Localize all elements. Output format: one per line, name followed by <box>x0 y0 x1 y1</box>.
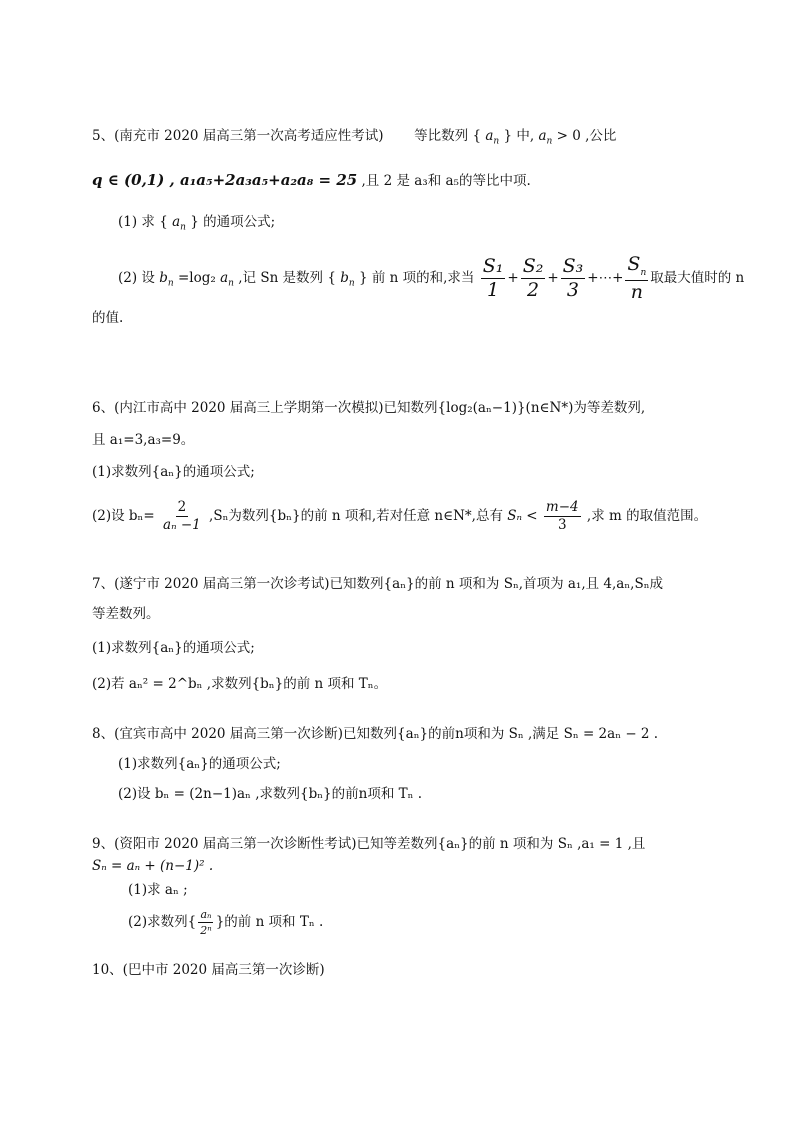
q7-line1: 7、(遂宁市 2020 届高三第一次诊考试)已知数列{aₙ}的前 n 项和为 Sₙ,首项为 a₁,且 4,aₙ,Sₙ成 <box>92 576 664 592</box>
q6-part1: (1)求数列{aₙ}的通项公式; <box>92 464 255 480</box>
q10-line1: 10、(巴中市 2020 届高三第一次诊断) <box>92 962 325 978</box>
q9-part1: (1)求 aₙ ; <box>128 882 188 898</box>
q6-line1: 6、(内江市高中 2020 届高三上学期第一次模拟)已知数列{log₂(aₙ−1)}(n∈N*)为等差数列, <box>92 400 646 416</box>
q5-part2: (2) 设 $b_n =\log_2$ $a_n$ ,记 Sn 是数列 { $b_n$ } 前 n 项的和,求当 $\frac{\text{S₁}}{1}$ + $\frac{\text{S₂}}{2}$ + $\frac{\text{S₃}}{3}$ +⋯+ $\frac{S_n}{n}$ 取最大值时的 n <box>118 253 745 303</box>
q5-line2: q ∈ (0,1) , a₁a₅+2a₃a₅+a₂a₈ = 25 ,且 2 是 a₃和 a₅的等比中项. <box>92 171 531 189</box>
fraction-m: $\frac{m-4}{3}$ <box>545 498 579 533</box>
q6-part2: (2)设 bₙ= $\frac{2}{\text{aₙ −1}}$ ,Sₙ为数列{bₙ}的前 n 项和,若对任意 n∈N*,总有 Sₙ < $\frac{m-4}{3}$ ,求 m 的取值范围。 <box>92 498 708 533</box>
fraction-sn: $\frac{S_n}{n}$ <box>627 253 647 303</box>
q8-part2: (2)设 bₙ = (2n−1)aₙ ,求数列{bₙ}的前n项和 Tₙ . <box>118 786 423 802</box>
fraction-s1: $\frac{\text{S₁}}{1}$ <box>482 255 504 301</box>
q9-part2: (2)求数列{ $\frac{\text{aₙ}}{\text{2ⁿ}}$ }的前 n 项和 Tₙ . <box>128 908 324 937</box>
q8-line1: 8、(宜宾市高中 2020 届高三第一次诊断)已知数列{aₙ}的前n项和为 Sₙ ,满足 Sₙ = 2aₙ − 2 . <box>92 726 659 742</box>
q5-part1: (1) 求 { $a_n$ } 的通项公式; <box>118 214 276 233</box>
fraction-bn: $\frac{2}{\text{aₙ −1}}$ <box>163 498 201 533</box>
fraction-s2: $\frac{\text{S₂}}{2}$ <box>522 255 544 301</box>
q7-part2: (2)若 aₙ² = 2^bₙ ,求数列{bₙ}的前 n 项和 Tₙ。 <box>92 676 388 692</box>
fraction-an-over-2n: $\frac{\text{aₙ}}{\text{2ⁿ}}$ <box>200 908 212 937</box>
q5-line1: 5、(南充市 2020 届高三第一次高考适应性考试) 等比数列 { $a_n$ } 中, $a_n > 0$ ,公比 <box>92 128 617 147</box>
fraction-s3: $\frac{\text{S₃}}{3}$ <box>562 255 584 301</box>
q5-formula: q ∈ (0,1) , a₁a₅+2a₃a₅+a₂a₈ = 25 <box>92 171 358 189</box>
q5-line5: 的值. <box>92 310 124 326</box>
q7-line2: 等差数列。 <box>92 606 160 622</box>
q5-head: 5、(南充市 2020 届高三第一次高考适应性考试) <box>92 128 384 144</box>
q8-part1: (1)求数列{aₙ}的通项公式; <box>118 756 281 772</box>
q7-part1: (1)求数列{aₙ}的通项公式; <box>92 640 255 656</box>
q6-line2: 且 a₁=3,a₃=9。 <box>92 432 195 448</box>
q9-line1: 9、(资阳市 2020 届高三第一次诊断性考试)已知等差数列{aₙ}的前 n 项和为 Sₙ ,a₁ = 1 ,且 <box>92 836 646 852</box>
q9-line2: Sₙ = aₙ + (n−1)² . <box>92 858 214 874</box>
